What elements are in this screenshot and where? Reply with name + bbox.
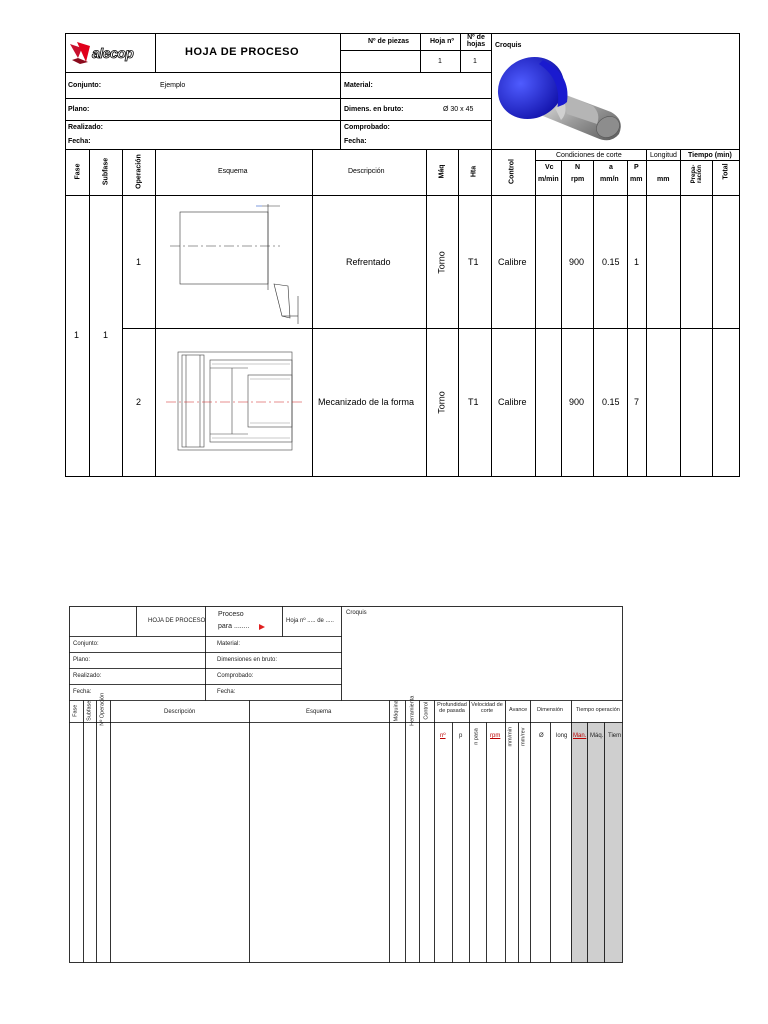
s2-header-dimension: Dimensión bbox=[537, 707, 563, 713]
s2-header-descripcion: Descripción bbox=[164, 709, 196, 715]
header-n: N bbox=[575, 164, 581, 171]
fecha-label: Fecha: bbox=[68, 138, 91, 145]
s2-header-operacion: Nº Operación bbox=[99, 692, 106, 726]
s2-sub-diam: Ø bbox=[539, 733, 544, 739]
header-a: a bbox=[609, 164, 613, 171]
fecha4-label: Fecha: bbox=[217, 689, 236, 695]
header-longitud: Longitud bbox=[650, 152, 677, 159]
material-label: Material: bbox=[344, 82, 373, 89]
n-piezas-label: Nº de piezas bbox=[368, 38, 410, 45]
header-total: Total bbox=[722, 163, 730, 180]
row2-descripcion: Mecanizado de la forma bbox=[318, 397, 415, 407]
row1-operacion: 1 bbox=[136, 257, 142, 267]
s2-header-fase: Fase bbox=[72, 704, 79, 717]
fecha3-label: Fecha: bbox=[73, 689, 92, 695]
conjunto-label: Conjunto: bbox=[68, 82, 102, 89]
header-esquema: Esquema bbox=[218, 168, 248, 175]
fase-value: 1 bbox=[74, 330, 80, 340]
conjunto2-label: Conjunto: bbox=[73, 641, 99, 647]
header-vc: Vc bbox=[545, 164, 554, 171]
proceso-label: Proceso bbox=[218, 611, 244, 618]
s2-header-subfase: Subfase bbox=[86, 700, 93, 721]
para-label: para ........ bbox=[218, 623, 250, 630]
header-longitud-unit: mm bbox=[657, 176, 670, 183]
plano2-label: Plano: bbox=[73, 657, 91, 663]
s2-header-control: Control bbox=[423, 701, 430, 720]
hoja-n-value: 1 bbox=[438, 58, 442, 65]
s2-sub-rpm: rpm bbox=[490, 733, 501, 739]
s2-header-maquina: Máquina bbox=[393, 700, 400, 722]
header-preparacion: Prepa-ración bbox=[691, 164, 703, 184]
header-fase: Fase bbox=[74, 163, 82, 180]
s2-sub-pasadas: n pasa bbox=[473, 728, 480, 745]
s2-header-esquema: Esquema bbox=[306, 709, 332, 715]
n-hojas-value: 1 bbox=[473, 58, 477, 65]
header-p: P bbox=[634, 164, 639, 171]
header-hta: Hta bbox=[470, 165, 478, 178]
dimensiones2-label: Dimensiones en bruto: bbox=[217, 657, 278, 663]
s2-sub-long: long bbox=[556, 733, 568, 739]
row2-a: 0.15 bbox=[602, 397, 620, 407]
arrow-marker-icon bbox=[259, 624, 265, 630]
comprobado-label: Comprobado: bbox=[344, 124, 390, 131]
s2-header-avance: Avance bbox=[509, 707, 528, 713]
row1-p: 1 bbox=[634, 257, 640, 267]
conjunto-value: Ejemplo bbox=[160, 82, 186, 89]
subfase-value: 1 bbox=[103, 330, 109, 340]
row1-a: 0.15 bbox=[602, 257, 620, 267]
header-maq: Máq bbox=[438, 164, 446, 179]
s2-sub-nro: nº bbox=[440, 733, 446, 739]
material2-label: Material: bbox=[217, 641, 241, 647]
s2-header-velocidad: Velocidad de corte bbox=[471, 702, 503, 714]
dimens-label: Dimens. en bruto: bbox=[344, 106, 404, 113]
s2-sub-mmrev: mm/rev bbox=[520, 727, 527, 746]
header-operacion: Operación bbox=[135, 154, 143, 189]
header-n-unit: rpm bbox=[571, 176, 585, 183]
header-p-unit: mm bbox=[630, 176, 643, 183]
header-descripcion: Descripción bbox=[348, 168, 385, 175]
s2-sub-tiem: Tiem bbox=[608, 733, 622, 739]
hoja-n-label: Hoja nº bbox=[430, 38, 454, 45]
header-subfase: Subfase bbox=[102, 157, 110, 186]
s2-header-profundidad: Profundidad de pasada bbox=[437, 702, 467, 714]
row2-herramienta: T1 bbox=[468, 397, 479, 407]
croquis2-label: Croquis bbox=[346, 610, 367, 616]
s2-sub-man: Man. bbox=[573, 733, 587, 739]
realizado-label: Realizado: bbox=[68, 124, 104, 131]
sheet2-title: HOJA DE PROCESO bbox=[148, 618, 206, 624]
s2-header-tiempo: Tiempo operación bbox=[576, 707, 620, 713]
row2-maquina: Torno bbox=[436, 391, 447, 414]
plano-label: Plano: bbox=[68, 106, 90, 113]
header-a-unit: mm/n bbox=[600, 176, 619, 183]
s2-sub-p: p bbox=[459, 733, 463, 739]
row2-operacion: 2 bbox=[136, 397, 142, 407]
row2-control: Calibre bbox=[498, 397, 527, 407]
row2-n: 900 bbox=[569, 397, 585, 407]
header-tiempo: Tiempo (min) bbox=[688, 152, 732, 159]
row1-control: Calibre bbox=[498, 257, 527, 267]
logo-text: alecop bbox=[92, 45, 134, 61]
row1-n: 900 bbox=[569, 257, 585, 267]
header-control: Control bbox=[508, 159, 516, 184]
row1-descripcion: Refrentado bbox=[346, 257, 391, 267]
comprobado2-label: Comprobado: bbox=[217, 673, 254, 679]
hoja-label: Hoja nº ..... de ..... bbox=[286, 618, 334, 624]
s2-header-herramienta: Herramienta bbox=[409, 695, 416, 726]
fecha2-label: Fecha: bbox=[344, 138, 367, 145]
row1-herramienta: T1 bbox=[468, 257, 479, 267]
header-condiciones: Condiciones de corte bbox=[556, 152, 622, 159]
row1-maquina: Torno bbox=[436, 251, 447, 274]
n-hojas-label: Nº de hojas bbox=[466, 34, 486, 48]
sheet1-title: HOJA DE PROCESO bbox=[185, 46, 300, 58]
realizado2-label: Realizado: bbox=[73, 673, 102, 679]
s2-sub-mmmin: mm/min bbox=[507, 726, 514, 747]
croquis-label: Croquis bbox=[495, 42, 522, 49]
s2-sub-maq: Máq. bbox=[590, 733, 604, 739]
dimens-value: Ø 30 x 45 bbox=[443, 106, 474, 113]
header-vc-unit: m/min bbox=[538, 176, 559, 183]
row2-p: 7 bbox=[634, 397, 640, 407]
